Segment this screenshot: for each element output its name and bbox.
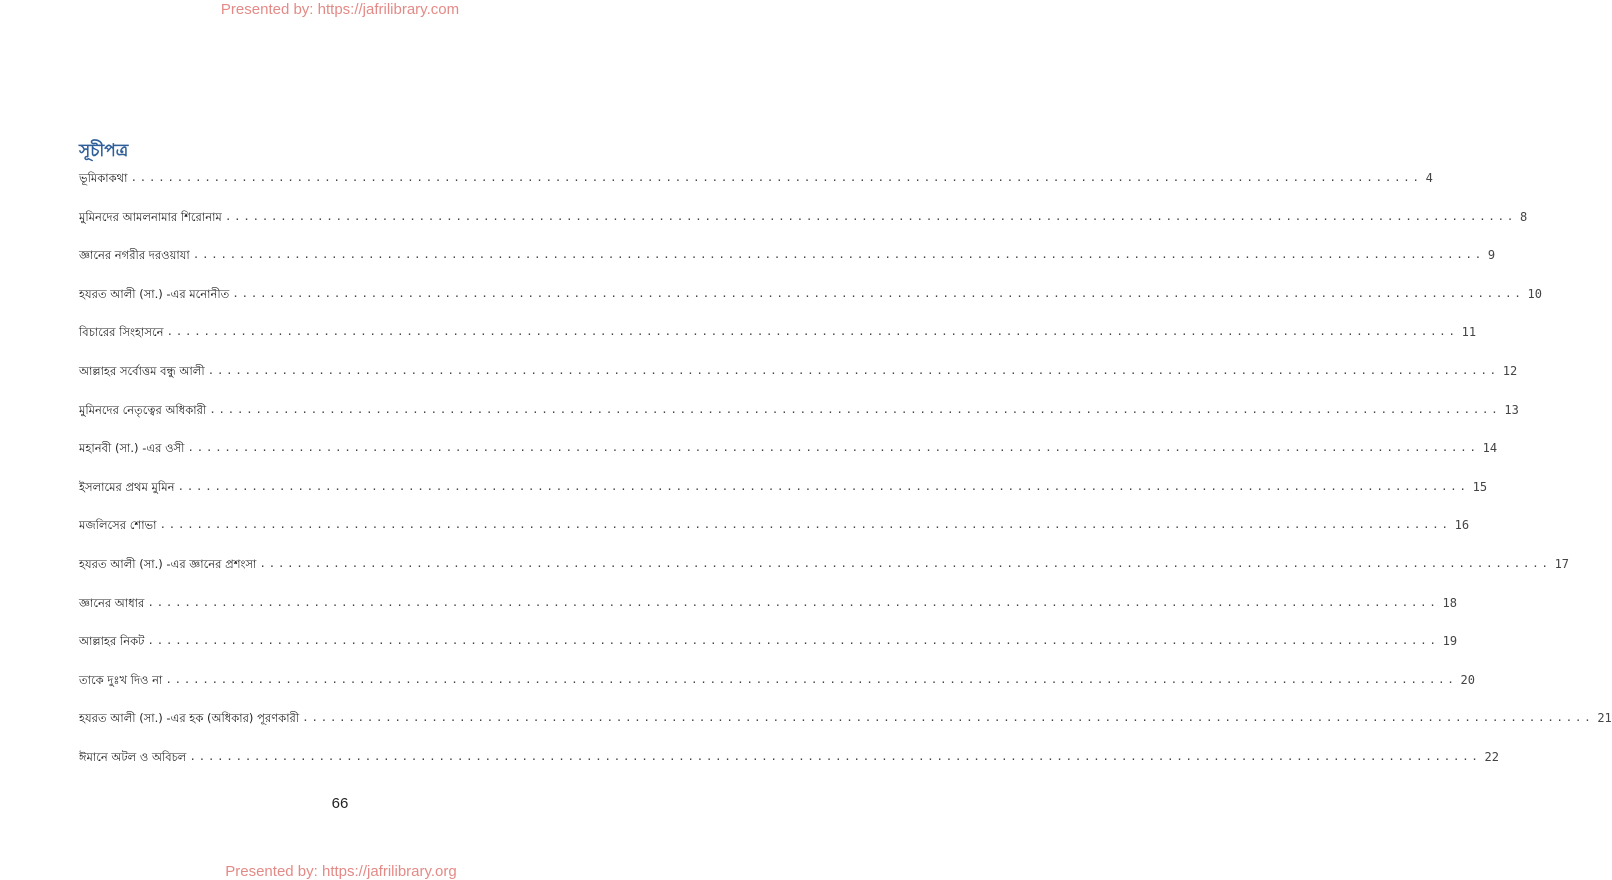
toc-entry-label: আল্লাহর সর্বোত্তম বন্ধু আলী — [79, 364, 205, 378]
toc-leader-dots: ............................................................................................................................................ — [165, 672, 1457, 686]
toc-entry-label: হযরত আলী (সা.) -এর হক (অধিকার) পূরণকারী — [79, 711, 300, 726]
toc-leader-dots: ............................................................................................................................................ — [187, 441, 1479, 455]
toc-entry — [79, 706, 1612, 726]
toc-leader-dots: ............................................................................................................................................ — [177, 479, 1469, 493]
toc-leader-dots: ............................................................................................................................................ — [147, 634, 1439, 648]
toc-entry-page: 15 — [1472, 479, 1488, 494]
toc-entry-page: 10 — [1527, 286, 1542, 301]
toc-entry-label: ভূমিকাকথা — [79, 171, 128, 185]
toc-leader-dots: ............................................................................................................................................ — [259, 557, 1551, 570]
toc-entry-label: মুমিনদের নেতৃত্বের অধিকারী — [79, 402, 207, 417]
toc-leader-dots: ............................................................................................................................................ — [147, 595, 1439, 609]
toc-entry-page: 22 — [1484, 750, 1499, 764]
toc-entry-label: তাকে দুঃখ দিও না — [79, 672, 163, 687]
toc-entry-page: 11 — [1461, 325, 1477, 340]
toc-entry — [79, 320, 1477, 340]
toc-leader-dots: ............................................................................................................................................ — [192, 248, 1484, 262]
toc-entry — [79, 513, 1470, 533]
toc-leader-dots: ............................................................................................................................................ — [302, 711, 1594, 725]
toc-entry — [79, 629, 1458, 649]
toc-leader-dots: ............................................................................................................................................ — [189, 750, 1481, 763]
toc-entry-page: 14 — [1482, 441, 1498, 456]
toc-entry — [79, 398, 1519, 418]
toc-entry-label: ইসলামের প্রথম মুমিন — [79, 479, 175, 494]
toc-entry-page: 19 — [1442, 634, 1458, 649]
toc-entry-label: হযরত আলী (সা.) -এর জ্ঞানের প্রশংসা — [79, 557, 257, 571]
toc-entry-label: মহানবী (সা.) -এর ওসী — [79, 441, 185, 456]
toc-entry — [79, 436, 1498, 456]
toc-entry — [79, 552, 1570, 572]
toc-entry — [79, 166, 1433, 186]
toc-entry-label: জ্ঞানের আধার — [79, 595, 145, 610]
toc-entry — [79, 591, 1457, 611]
toc-entry-label: বিচারের সিংহাসনে — [79, 325, 164, 340]
toc-entry-label: মুমিনদের আমলনামার শিরোনাম — [79, 209, 222, 224]
toc-entry-page: 8 — [1519, 209, 1528, 224]
toc-leader-dots: ............................................................................................................................................ — [159, 518, 1451, 532]
toc-entry-label: মজলিসের শোভা — [79, 518, 157, 533]
toc-entry-page: 21 — [1597, 711, 1612, 726]
watermark-top: Presented by: https://jafrilibrary.com — [220, 1, 460, 18]
toc-entry — [79, 282, 1542, 302]
toc-entry-label: হযরত আলী (সা.) -এর মনোনীত — [79, 286, 230, 301]
toc-entry-page: 18 — [1442, 595, 1457, 610]
toc-entry — [79, 359, 1518, 379]
toc-entry-page: 9 — [1487, 248, 1496, 263]
toc-title: সূচীপত্র — [79, 141, 129, 161]
toc-entry-page: 13 — [1504, 402, 1519, 417]
toc-entry-label: জ্ঞানের নগরীর দরওয়াযা — [79, 248, 190, 263]
toc-entry-label: আল্লাহর নিকট — [79, 634, 145, 649]
toc-leader-dots: ............................................................................................................................................ — [130, 171, 1422, 184]
toc-entry-page: 20 — [1460, 672, 1475, 687]
toc-entry-label: ঈমানে অটল ও অবিচল — [79, 750, 187, 764]
toc-leader-dots: ............................................................................................................................................ — [224, 209, 1516, 223]
toc-leader-dots: ............................................................................................................................................ — [207, 364, 1499, 377]
watermark-bottom: Presented by: https://jafrilibrary.org — [225, 863, 457, 880]
toc-entry — [79, 745, 1499, 765]
toc-entry-page: 16 — [1454, 518, 1470, 533]
toc-leader-dots: ............................................................................................................................................ — [209, 402, 1501, 416]
toc-entry — [79, 668, 1475, 688]
toc-leader-dots: ............................................................................................................................................ — [232, 286, 1524, 300]
toc-entry — [79, 243, 1496, 263]
toc-entry-page: 17 — [1554, 557, 1570, 571]
toc-entry — [79, 475, 1488, 495]
toc-leader-dots: ............................................................................................................................................ — [166, 325, 1458, 339]
page-number: 66 — [331, 795, 349, 812]
toc-entry-page: 4 — [1425, 171, 1433, 185]
toc-entry — [79, 205, 1528, 225]
toc-entry-page: 12 — [1502, 364, 1518, 378]
